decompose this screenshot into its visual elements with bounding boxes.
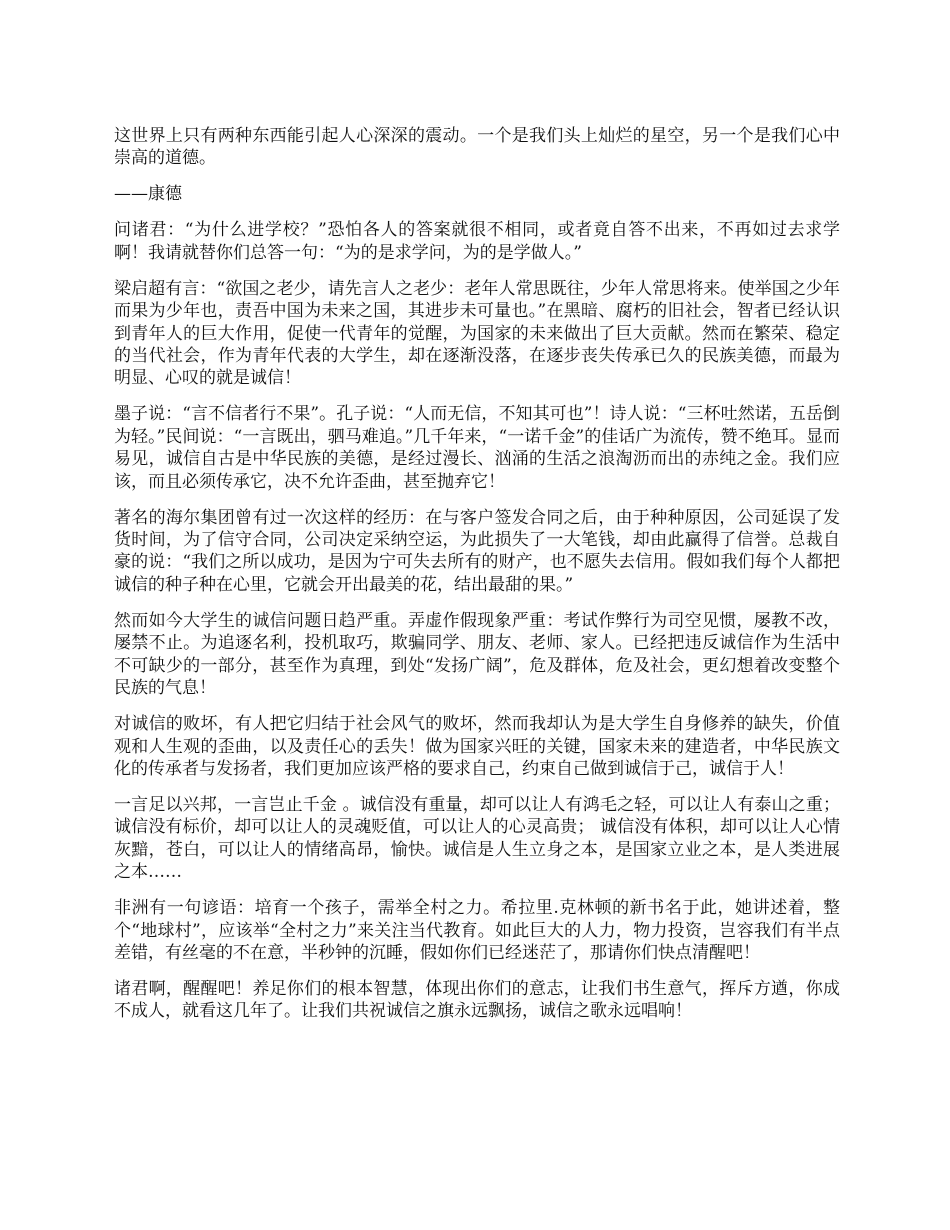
- document-attribution: ——康德: [114, 184, 182, 205]
- document-paragraph: 问诸君：“为什么进学校？”恐怕各人的答案就很不相同，或者竟自答不出来，不再如过去求学啊！我请就替你们总答一句：“为的是求学问，为的是学做人。”: [114, 220, 840, 263]
- document-paragraph: 非洲有一句谚语：培育一个孩子，需举全村之力。希拉里.克林顿的新书名于此，她讲述着，整个“地球村”，应该举“全村之力”来关注当代教育。如此巨大的人力，物力投资，岂容我们有半点差错，有丝毫的不在意，半秒钟的沉睡，假如你们已经迷茫了，那请你们快点清醒吧！: [114, 898, 840, 963]
- document-body: [114, 125, 840, 1023]
- document-paragraph: 著名的海尔集团曾有过一次这样的经历：在与客户签发合同之后，由于种种原因，公司延误了发货时间，为了信守合同，公司决定采纳空运，为此损失了一大笔钱，却由此赢得了信誉。总裁自豪的说：“我们之所以成功，是因为宁可失去所有的财产，也不愿失去信用。假如我们每个人都把诚信的种子种在心里，它就会开出最美的花，结出最甜的果。”: [114, 507, 840, 595]
- document-paragraph: 这世界上只有两种东西能引起人心深深的震动。一个是我们头上灿烂的星空，另一个是我们心中崇高的道德。: [114, 126, 840, 169]
- document-paragraph: 然而如今大学生的诚信问题日趋严重。弄虚作假现象严重：考试作弊行为司空见惯，屡教不改，屡禁不止。为追逐名利，投机取巧，欺骗同学、朋友、老师、家人。已经把违反诚信作为生活中不可缺少的一部分，甚至作为真理，到处“发扬广阔”，危及群体，危及社会，更幻想着改变整个民族的气息！: [114, 610, 840, 699]
- document-paragraph: 诸君啊，醒醒吧！养足你们的根本智慧，体现出你们的意志，让我们书生意气，挥斥方遒，你成不成人，就看这几年了。让我们共祝诚信之旗永远飘扬，诚信之歌永远唱响！: [114, 978, 840, 1022]
- document-paragraph: 梁启超有言：“欲国之老少，请先言人之老少：老年人常思既往，少年人常思将来。使举国之少年而果为少年也，责吾中国为未来之国，其进步未可量也。”在黑暗、腐朽的旧社会，智者已经认识到青年人的巨大作用，促使一代青年的觉醒，为国家的未来做出了巨大贡献。然而在繁荣、稳定的当代社会，作为青年代表的大学生，却在逐渐没落，在逐步丧失传承已久的民族美德，而最为明显、心叹的就是诚信！: [114, 278, 840, 389]
- document-paragraph: 一言足以兴邦，一言岂止千金 。诚信没有重量，却可以让人有鸿毛之轻，可以让人有泰山之重； 诚信没有标价，却可以让人的灵魂贬值，可以让人的心灵高贵； 诚信没有体积，却可以让人心情灰黯，苍白，可以让人的情绪高昂，愉快。诚信是人生立身之本，是国家立业之本，是人类进展之本……: [114, 794, 840, 883]
- document-paragraph: 对诚信的败坏，有人把它归结于社会风气的败坏，然而我却认为是大学生自身修养的缺失，价值观和人生观的歪曲，以及责任心的丢失！做为国家兴旺的关键，国家未来的建造者，中华民族文化的传承者与发扬者，我们更加应该严格的要求自己，约束自己做到诚信于己，诚信于人！: [114, 714, 840, 779]
- document-paragraph: 墨子说：“言不信者行不果”。孔子说：“人而无信，不知其可也”！诗人说：“三杯吐然诺，五岳倒为轻。”民间说：“一言既出，驷马难追。”几千年来，“一诺千金”的佳话广为流传，赞不绝耳。显而易见，诚信自古是中华民族的美德，是经过漫长、汹涌的生活之浪淘沥而出的赤纯之金。我们应该，而且必须传承它，决不允许歪曲，甚至抛弃它！: [114, 404, 840, 492]
